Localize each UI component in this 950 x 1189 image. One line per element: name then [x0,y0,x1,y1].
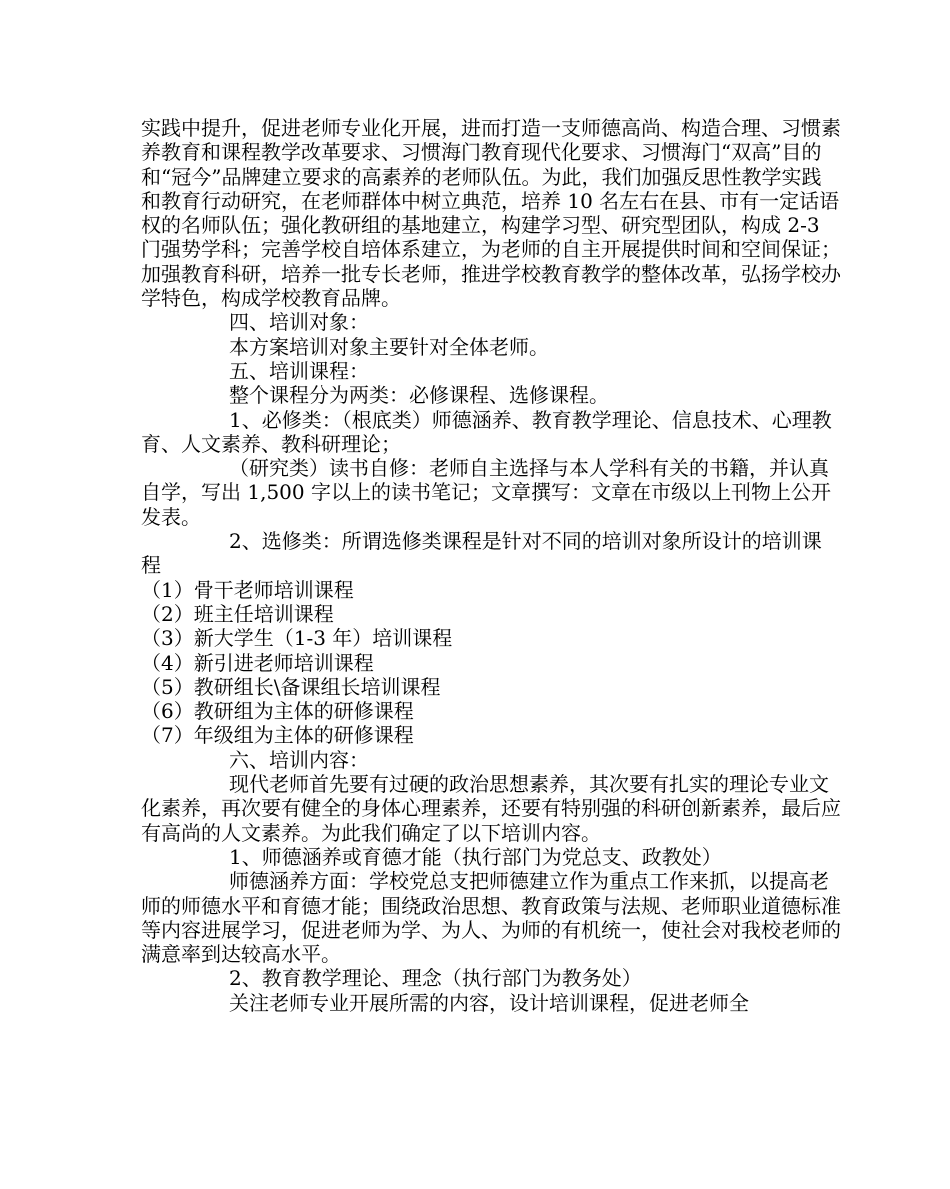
paragraph-education-theory: 关注老师专业开展所需的内容，设计培训课程，促进老师全 [229,990,749,1015]
list-item: （2）班主任培训课程 [141,601,334,626]
list-item: （5）教研组长\备课组长培训课程 [141,674,441,699]
paragraph-teacher-ethics: 师德涵养方面：学校党总支把师德建立作为重点工作来抓，以提高老师的师德水平和育德才能；围绕政治思想、教育政策与法规、老师职业道德标准等内容进展学习，促进老师为学、为人、为师的有机统一，使社会对我校老师的满意率到达较高水平。 [141,869,841,967]
list-item: （3）新大学生（1-3 年）培训课程 [141,626,453,651]
paragraph-elective-courses: 2、选修类：所谓选修类课程是针对不同的培训对象所设计的培训课程 [141,529,822,578]
paragraph-course-types: 整个课程分为两类：必修课程、选修课程。 [229,383,609,408]
heading-training-content: 六、培训内容： [229,747,369,772]
paragraph-training-targets: 本方案培训对象主要针对全体老师。 [229,334,549,359]
heading-training-targets: 四、培训对象： [229,310,369,335]
list-item: （1）骨干老师培训课程 [141,577,354,602]
document-body [141,116,841,1015]
paragraph-intro: 实践中提升，促进老师专业化开展，进而打造一支师德高尚、构造合理、习惯素养教育和课程教学改革要求、习惯海门教育现代化要求、习惯海门“双高”目的和“冠今”品牌建立要求的高素养的老师队伍。为此，我们加强反思性教学实践和教育行动研究，在老师群体中树立典范，培养 10 名左右在县、市有一定话语权的名师队伍；强化教研组的基地建立，构建学习型、研究型团队，构成 2-3 门强势学科；完善学校自培体系建立，为老师的自主开展提供时间和空间保证；加强教育科研，培养一批专长老师，推进学校教育教学的整体改革，弘扬学校办学特色，构成学校教育品牌。 [141,116,841,311]
heading-education-theory: 2、教育教学理论、理念（执行部门为教务处） [229,966,642,991]
list-item: （4）新引进老师培训课程 [141,650,374,675]
paragraph-training-content: 现代老师首先要有过硬的政治思想素养，其次要有扎实的理论专业文化素养，再次要有健全的身体心理素养，还要有特别强的科研创新素养，最后应有高尚的人文素养。为此我们确定了以下培训内容。 [141,772,841,845]
heading-training-courses: 五、培训课程： [229,358,369,383]
heading-teacher-ethics: 1、师德涵养或育德才能（执行部门为党总支、政教处） [229,844,722,869]
paragraph-research-courses: （研究类）读书自修：老师自主选择与本人学科有关的书籍，并认真自学，写出 1,500 字以上的读书笔记；文章撰写：文章在市级以上刊物上公开发表。 [141,456,831,529]
list-item: （6）教研组为主体的研修课程 [141,699,414,724]
list-item: （7）年级组为主体的研修课程 [141,723,414,748]
paragraph-required-courses: 1、必修类：（根底类）师德涵养、教育教学理论、信息技术、心理教育、人文素养、教科研理论； [141,407,832,456]
